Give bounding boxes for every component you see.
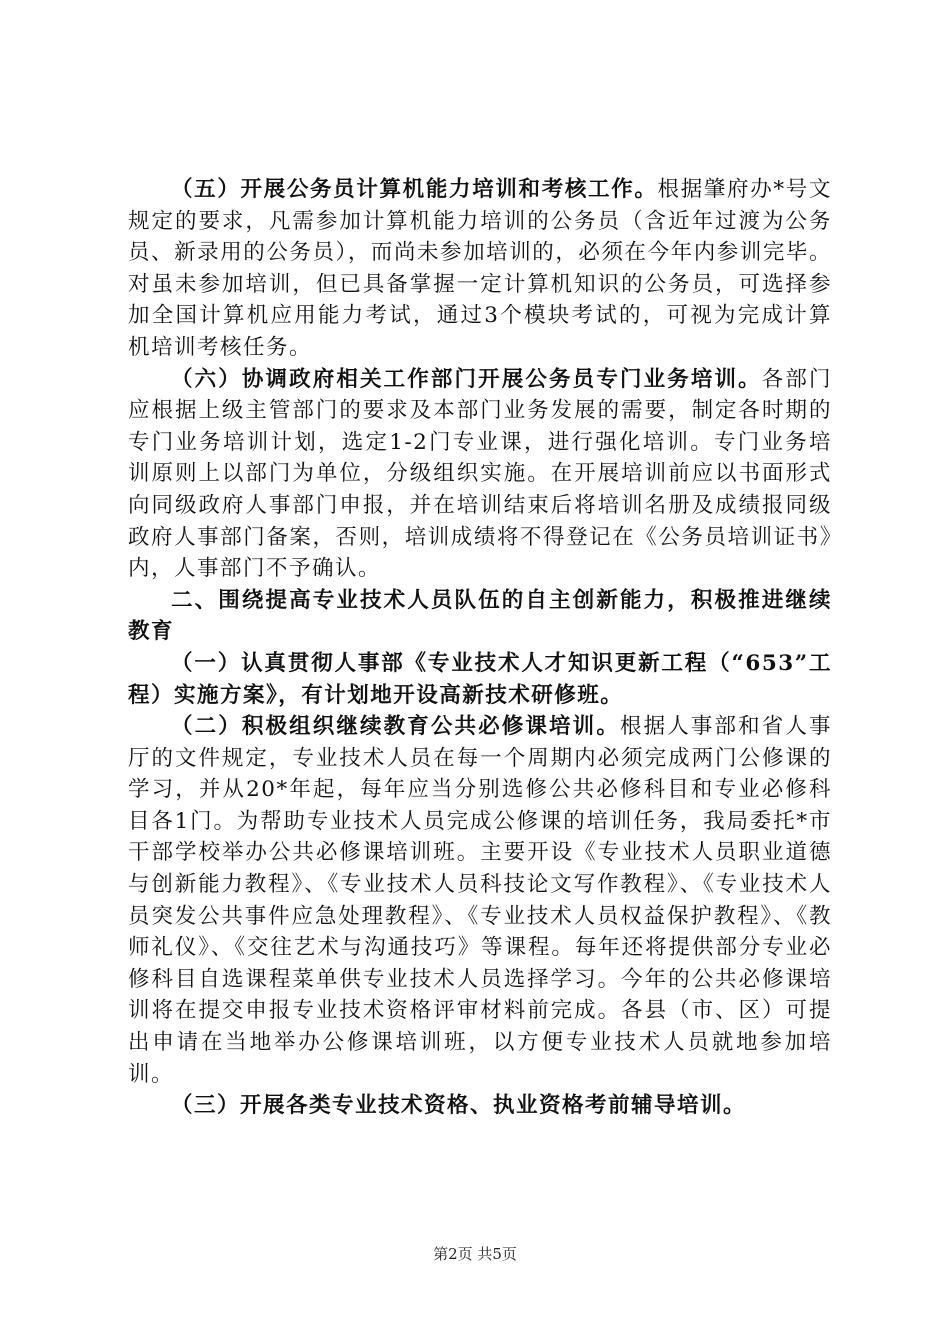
paragraph-public-courses xyxy=(128,711,832,1090)
paragraph-lead: （五）开展公务员计算机能力培训和考核工作。 xyxy=(171,177,658,202)
paragraph-computer-training xyxy=(128,174,832,364)
paragraph-text: 根据人事部和省人事厅的文件规定，专业技术人员在每一个周期内必须完成两门公修课的学习，并从20*年起，每年应当分别选修公共必修科目和专业必修科目各1门。为帮助专业技术人员完成公修课的培训任务，我局委托*市干部学校举办公共必修课培训班。主要开设《专业技术人员职业道德与创新能力教程》、《专业技术人员科技论文写作教程》、《专业技术人员突发公共事件应急处理教程》、《专业技术人员权益保护教程》、《教师礼仪》、《交往艺术与沟通技巧》等课程。每年还将提供部分专业必修科目自选课程菜单供专业技术人员选择学习。今年的公共必修课培训将在提交申报专业技术资格评审材料前完成。各县（市、区）可提出申请在当地举办公修课培训班，以方便专业技术人员就地参加培训。 xyxy=(128,714,832,1087)
paragraph-lead: （一）认真贯彻人事部《专业技术人才知识更新工程（“653”工程）实施方案》，有计划地开设高新技术研修班。 xyxy=(128,650,832,708)
paragraph-text: 各部门应根据上级主管部门的要求及本部门业务发展的需要，制定各时期的专门业务培训计划，选定1-2门专业课，进行强化培训。专门业务培训原则上以部门为单位，分级组织实施。在开展培训前应以书面形式向同级政府人事部门申报，并在培训结束后将培训名册及成绩报同级政府人事部门备案，否则，培训成绩将不得登记在《公务员培训证书》内，人事部门不予确认。 xyxy=(128,366,832,582)
paragraph-lead: （三）开展各类专业技术资格、执业资格考前辅导培训。 xyxy=(171,1093,747,1119)
paragraph-text: 根据肇府办*号文规定的要求，凡需参加计算机能力培训的公务员（含近年过渡为公务员、新录用的公务员），而尚未参加培训的，必须在今年内参训完毕。对虽未参加培训，但已具备掌握一定计算机知识的公务员，可选择参加全国计算机应用能力考试，通过3个模块考试的，可视为完成计算机培训考核任务。 xyxy=(128,177,832,360)
paragraph-exam-coaching xyxy=(128,1090,832,1122)
page-number-footer: 第2页 共5页 xyxy=(433,1245,517,1263)
document-body xyxy=(128,174,832,1122)
section-heading: 二、围绕提高专业技术人员队伍的自主创新能力，积极推进继续教育 xyxy=(128,587,832,645)
paragraph-lead: （六）协调政府相关工作部门开展公务员专门业务培训。 xyxy=(171,366,762,392)
paragraph-653-project xyxy=(128,648,832,711)
paragraph-lead: （二）积极组织继续教育公共必修课培训。 xyxy=(171,714,620,740)
paragraph-department-training xyxy=(128,364,832,585)
